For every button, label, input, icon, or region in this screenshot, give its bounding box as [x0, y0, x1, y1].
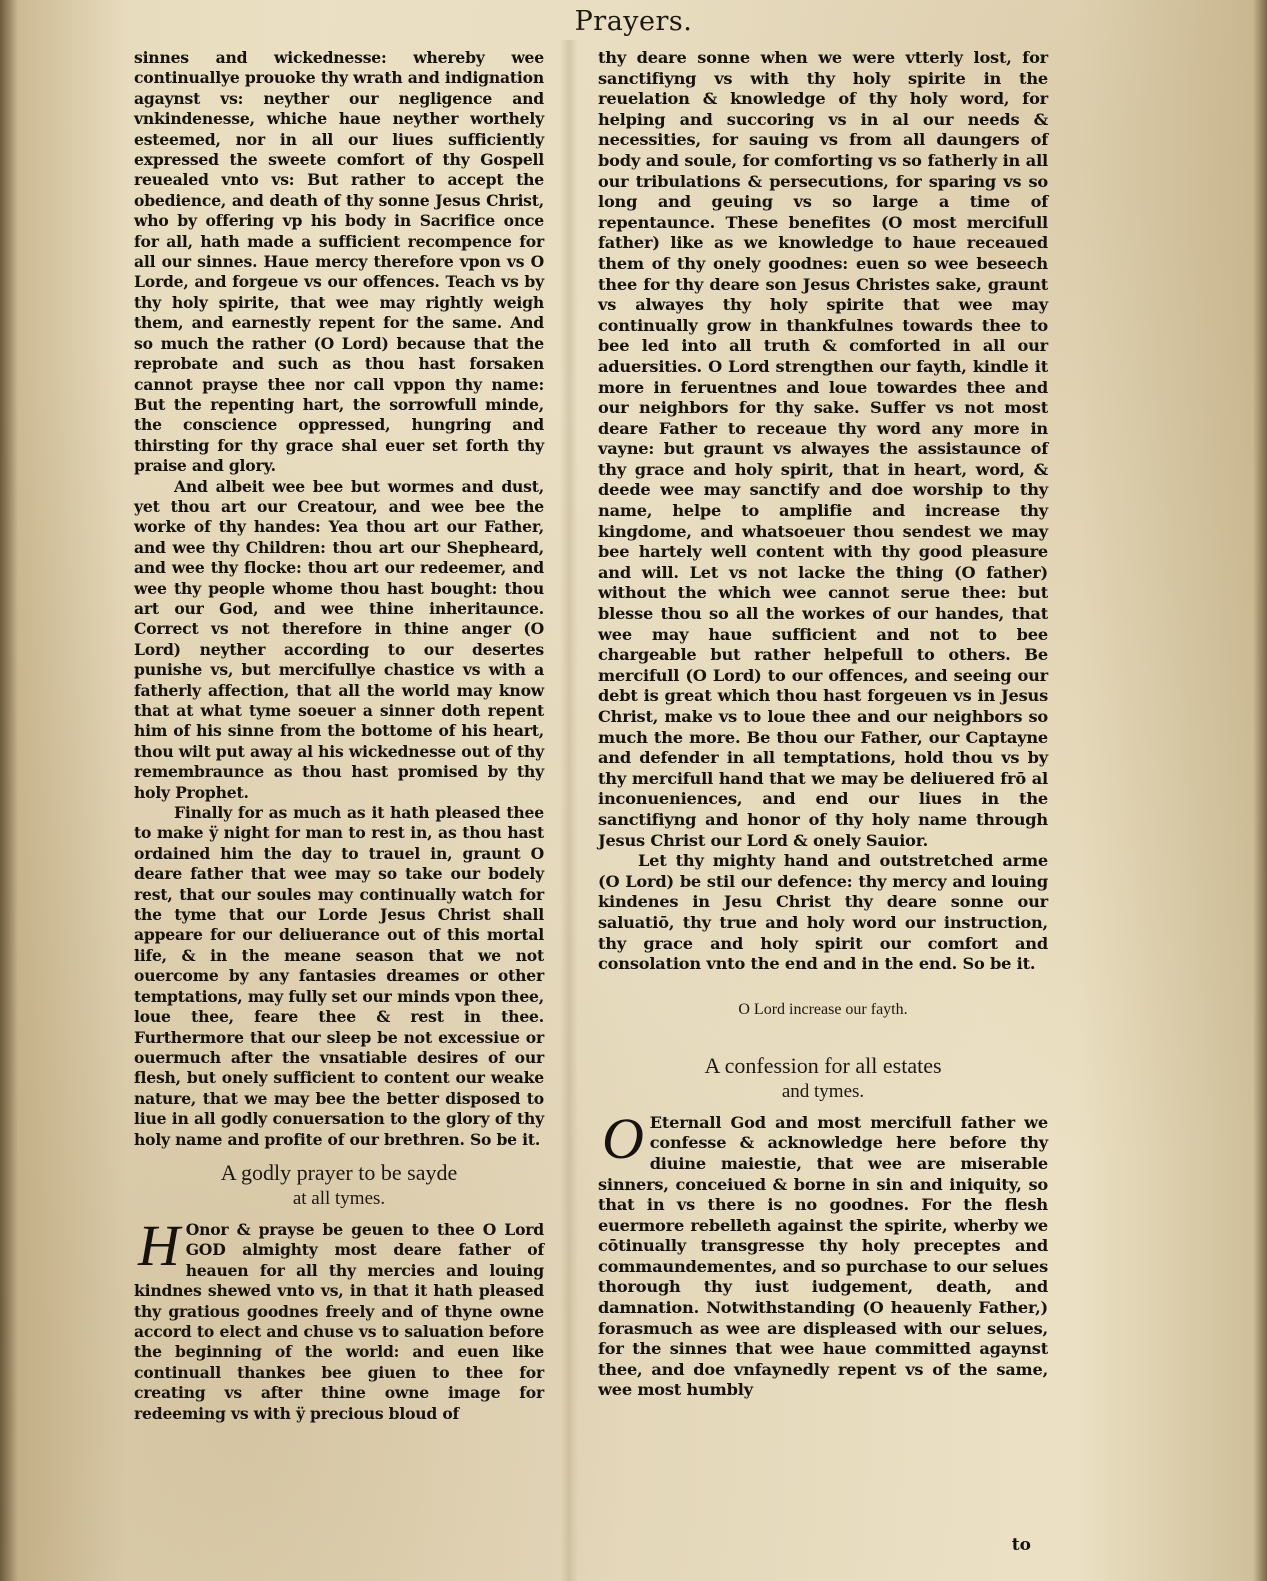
left-paragraph-1: sinnes and wickednesse: whereby wee continuallye prouoke thy wrath and indignation agaynst vs: neyther our negligence and vnkindenesse, whiche haue neyther worthely esteemed, nor in all our liues sufficiently expressed the sweete comfort of thy Gospell reuealed vnto vs: But rather to accept the obedience, and death of thy sonne Jesus Christ, who by offering vp his body in Sacrifice once for all, hath made a sufficient recompence for all our sinnes. Haue mercy therefore vpon vs O Lorde, and forgeue vs our offences. Teach vs by thy holy spirite, that wee may rightly weigh them, and earnestly repent for the same. And so much the rather (O Lord) because that the reprobate and such as thou hast forsaken cannot prayse thee nor call vppon thy name: But the repenting hart, the sorrowfull minde, the conscience oppressed, hungring and thirsting for thy grace shal euer set forth thy praise and glory.	[134, 48, 544, 476]
left-paragraph-4	[134, 1212, 544, 1424]
right-paragraph-1: thy deare sonne when we were vtterly lost, for sanctifiyng vs with thy holy spirite in the reuelation & knowledge of thy holy word, for helping and succoring vs in al our needs & necessities, for sauing vs from all daungers of body and soule, for comforting vs so fatherly in all our tribulations & persecutions, for sparing vs so long and geuing vs so large a time of repentaunce. These benefites (O most mercifull father) like as we knowledge to haue receaued them of thy onely goodnes: euen so wee beseech thee for thy deare son Jesus Christes sake, graunt vs alwayes thy holy spirite that wee may continually grow in thankfulnes towards thee to bee led into all truth & comforted in all our aduersities. O Lord strengthen our fayth, kindle it more in feruentnes and loue towardes thee and our neighbors for thy sake. Suffer vs not most deare Father to receaue thy word any more in vayne: but graunt vs alwayes the assistaunce of thy grace and holy spirit, that in heart, word, & deede wee may sanctify and doe worship to thy name, helpe to amplifie and increase thy kingdome, and whatsoeuer thou sendest we may bee hartely well content with thy good pleasure and will. Let vs not lacke the thing (O father) without the which wee cannot serue thee: but blesse thou so all the workes of our handes, that wee may haue sufficient and not to bee chargeable but rather helpefull to others. Be mercifull (O Lord) to our offences, and seeing our debt is great which thou hast forgeuen vs in Jesus Christ, make vs to loue thee and our neighbors so much the more. Be thou our Father, our Captayne and defender in all temptations, hold thou vs by thy mercifull hand that we may be deliuered frō al inconueniences, and end our liues in the sanctifiyng and honor of thy holy name through Jesus Christ our Lord & onely Sauior.	[598, 48, 1048, 850]
right-closing-line: O Lord increase our fayth.	[738, 1000, 908, 1018]
left-heading-line-1: A godly prayer to be sayde	[220, 1159, 458, 1185]
left-heading-line-2: at all tymes.	[292, 1187, 386, 1209]
left-dropcap: H	[138, 1212, 180, 1278]
right-paragraph-2-text: Let thy mighty hand and outstretched arme (O Lord) be stil our defence: thy mercy and louing kindenes in Jesu Christ thy deare sonne our saluatiō, thy true and holy word our instruction, thy grace and holy spirit our comfort and consolation vnto the end and in the end. So be it.	[598, 851, 1048, 974]
right-dropcap: O	[602, 1105, 644, 1171]
left-section-heading	[134, 1160, 544, 1212]
page-edge-shadow-right	[1253, 0, 1267, 1581]
running-head: Prayers.	[574, 6, 693, 37]
right-paragraph-3-text: Eternall God and most mercifull father we confesse & acknowledge here before thy diuine maiestie, that wee are miserable sinners, conceiued & borne in sin and iniquity, so that in vs there is no goodnes. For the flesh euermore rebelleth against the spirite, wherby we cōtinually transgresse thy holy preceptes and commaundementes, and so purchase to our selues thorough thy iust iudgement, death, and damnation. Notwithstanding (O heauenly Father,) forasmuch as wee are displeased with our selues, for the sinnes that wee haue committed agaynst thee, and doe vnfaynedly repent vs of the same, wee most humbly	[598, 1112, 1048, 1400]
left-paragraph-4-text: Onor & prayse be geuen to thee O Lord GOD almighty most deare father of heauen for all thy mercies and louing kindnes shewed vnto vs, in that it hath pleased thy gratious goodnes freely and of thyne owne accord to elect and chuse vs to saluation before the beginning of the world: and euen like continuall thankes bee giuen to thee for creating vs after thine owne image for redeeming vs with ÿ precious bloud of	[134, 1219, 544, 1423]
right-paragraph-2	[598, 851, 1048, 975]
left-paragraph-3	[134, 803, 544, 1150]
page-edge-shadow-left	[0, 0, 18, 1581]
right-section-heading	[598, 1053, 1048, 1105]
right-paragraph-3	[598, 1105, 1048, 1401]
left-paragraph-2	[134, 477, 544, 804]
right-heading-line-2: and tymes.	[781, 1080, 865, 1102]
left-paragraph-2-text: And albeit wee bee but wormes and dust, yet thou art our Creatour, and wee bee the worke of thy handes: Yea thou art our Father, and wee thy Children: thou art our Shepheard, and wee thy flocke: thou art our redeemer, and wee thy people whome thou hast bought: thou art our God, and wee thine inheritaunce. Correct vs not therefore in thine anger (O Lord) neyther according to our desertes punishe vs, but mercifullye chastice vs with a fatherly affection, that all the world may know that at what tyme soeuer a sinner doth repent him of his sinne from the bottome of his heart, thou wilt put away al his wickednesse out of thy remembraunce as thou hast promised by thy holy Prophet.	[134, 476, 544, 802]
catchword: to	[1011, 1535, 1031, 1555]
left-column	[134, 48, 544, 1548]
left-paragraph-3-text: Finally for as much as it hath pleased thee to make ÿ night for man to rest in, as thou hast ordained him the day to trauel in, graunt O deare father that wee may so take our bodely rest, that our soules may continually watch for the tyme that our Lorde Jesus Christ shall appeare for our deliuerance out of this mortal life, & in the meane season that we not ouercome by any fantasies dreames or other temptations, may fully set our minds vpon thee, loue thee, feare thee & rest in thee. Furthermore that our sleep be not excessiue or ouermuch after the vnsatiable desires of our flesh, but onely sufficient to content our weake nature, that we may bee the better disposed to liue in all godly conuersation to the glory of thy holy name and profite of our brethren. So be it.	[134, 803, 544, 1149]
right-heading-line-1: A confession for all estates	[704, 1052, 942, 1078]
gutter-shading	[560, 40, 578, 1581]
right-column	[598, 48, 1048, 1548]
